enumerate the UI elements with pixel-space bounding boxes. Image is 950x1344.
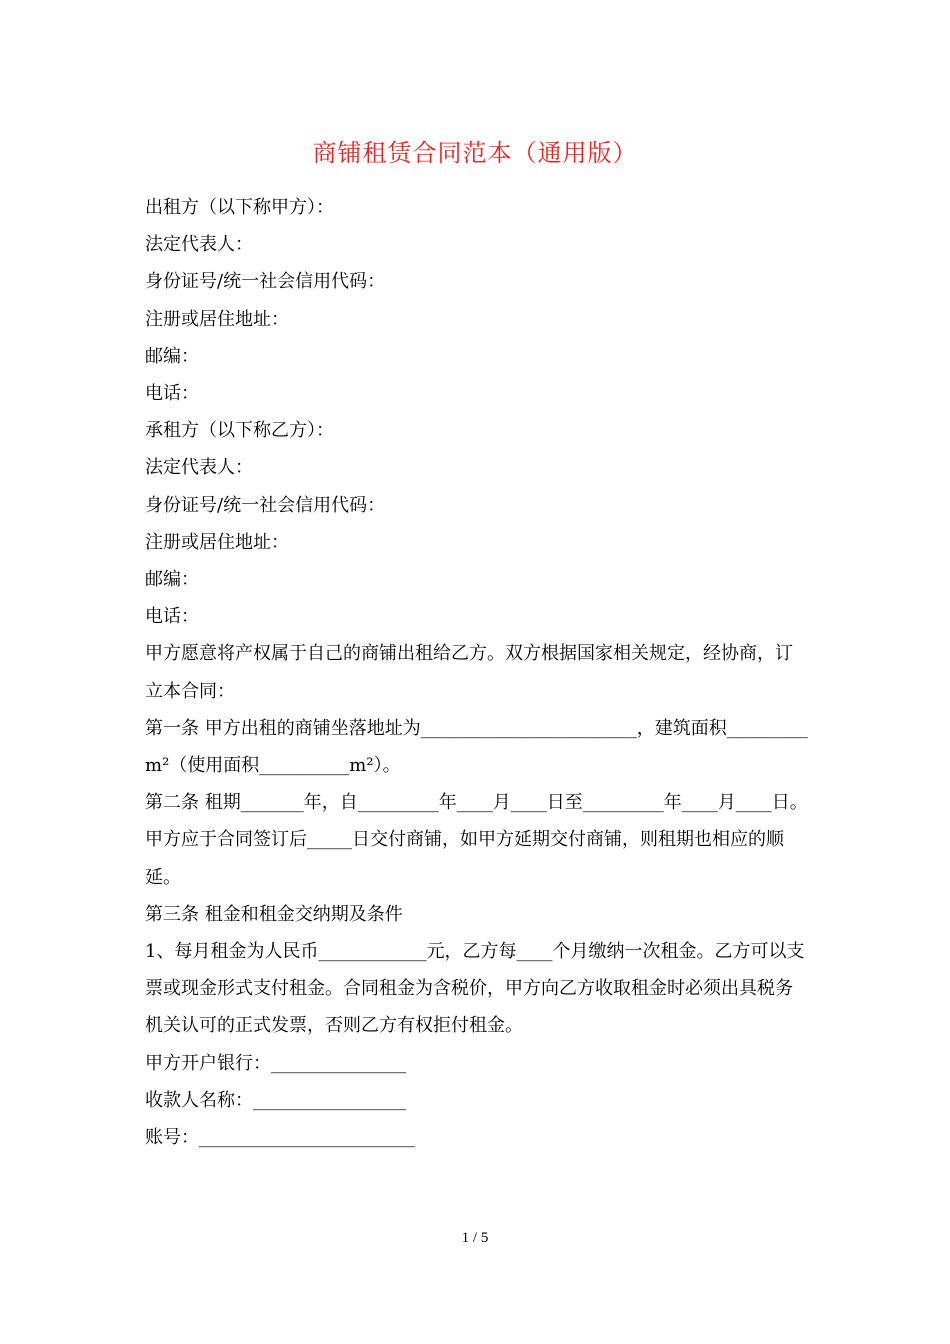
paragraph-lessee: 承租方（以下称乙方）： xyxy=(145,420,334,442)
paragraph-lessee-address: 注册或居住地址： xyxy=(145,531,289,553)
paragraph-lessee-phone: 电话： xyxy=(145,606,199,628)
paragraph-lessor-id: 身份证号/统一社会信用代码： xyxy=(145,271,386,293)
page-number: 1 / 5 xyxy=(461,1230,489,1246)
paragraph-lessor-representative: 法定代表人： xyxy=(145,234,253,256)
paragraph-article-3-heading: 第三条 租金和租金交纳期及条件 xyxy=(145,903,403,925)
paragraph-lessee-postcode: 邮编： xyxy=(145,569,199,591)
document-title: 商铺租赁合同范本（通用版） xyxy=(312,139,638,167)
paragraph-article-3-item-1: 1、每月租金为人民币____________元，乙方每____个月缴纳一次租金。乙方可以支票或现金形式支付租金。合同租金为含税价，甲方向乙方收取租金时必须出具税务机关认可的正式发票，否则乙方有权拒付租金。 xyxy=(145,941,805,1037)
paragraph-lessee-id: 身份证号/统一社会信用代码： xyxy=(145,494,386,516)
paragraph-payee: 收款人名称：_________________ xyxy=(145,1089,406,1111)
paragraph-article-2: 第二条 租期_______年，自_________年____月____日至_________年____月____日。甲方应于合同签订后_____日交付商铺，如甲方延期交付商铺，则租期也相应的顺延。 xyxy=(145,792,808,888)
paragraph-lessor-address: 注册或居住地址： xyxy=(145,308,289,330)
paragraph-article-1: 第一条 甲方出租的商铺坐落地址为________________________，建筑面积_________m²（使用面积__________m²）。 xyxy=(145,717,808,777)
document-body xyxy=(145,189,810,1156)
paragraph-preamble: 甲方愿意将产权属于自己的商铺出租给乙方。双方根据国家相关规定，经协商，订立本合同： xyxy=(145,643,793,702)
paragraph-lessee-representative: 法定代表人： xyxy=(145,457,253,479)
paragraph-lessor: 出租方（以下称甲方）： xyxy=(145,197,334,218)
paragraph-bank: 甲方开户银行：_______________ xyxy=(145,1052,406,1074)
paragraph-lessor-phone: 电话： xyxy=(145,383,199,405)
paragraph-account: 账号：________________________ xyxy=(145,1127,415,1149)
paragraph-lessor-postcode: 邮编： xyxy=(145,345,199,367)
